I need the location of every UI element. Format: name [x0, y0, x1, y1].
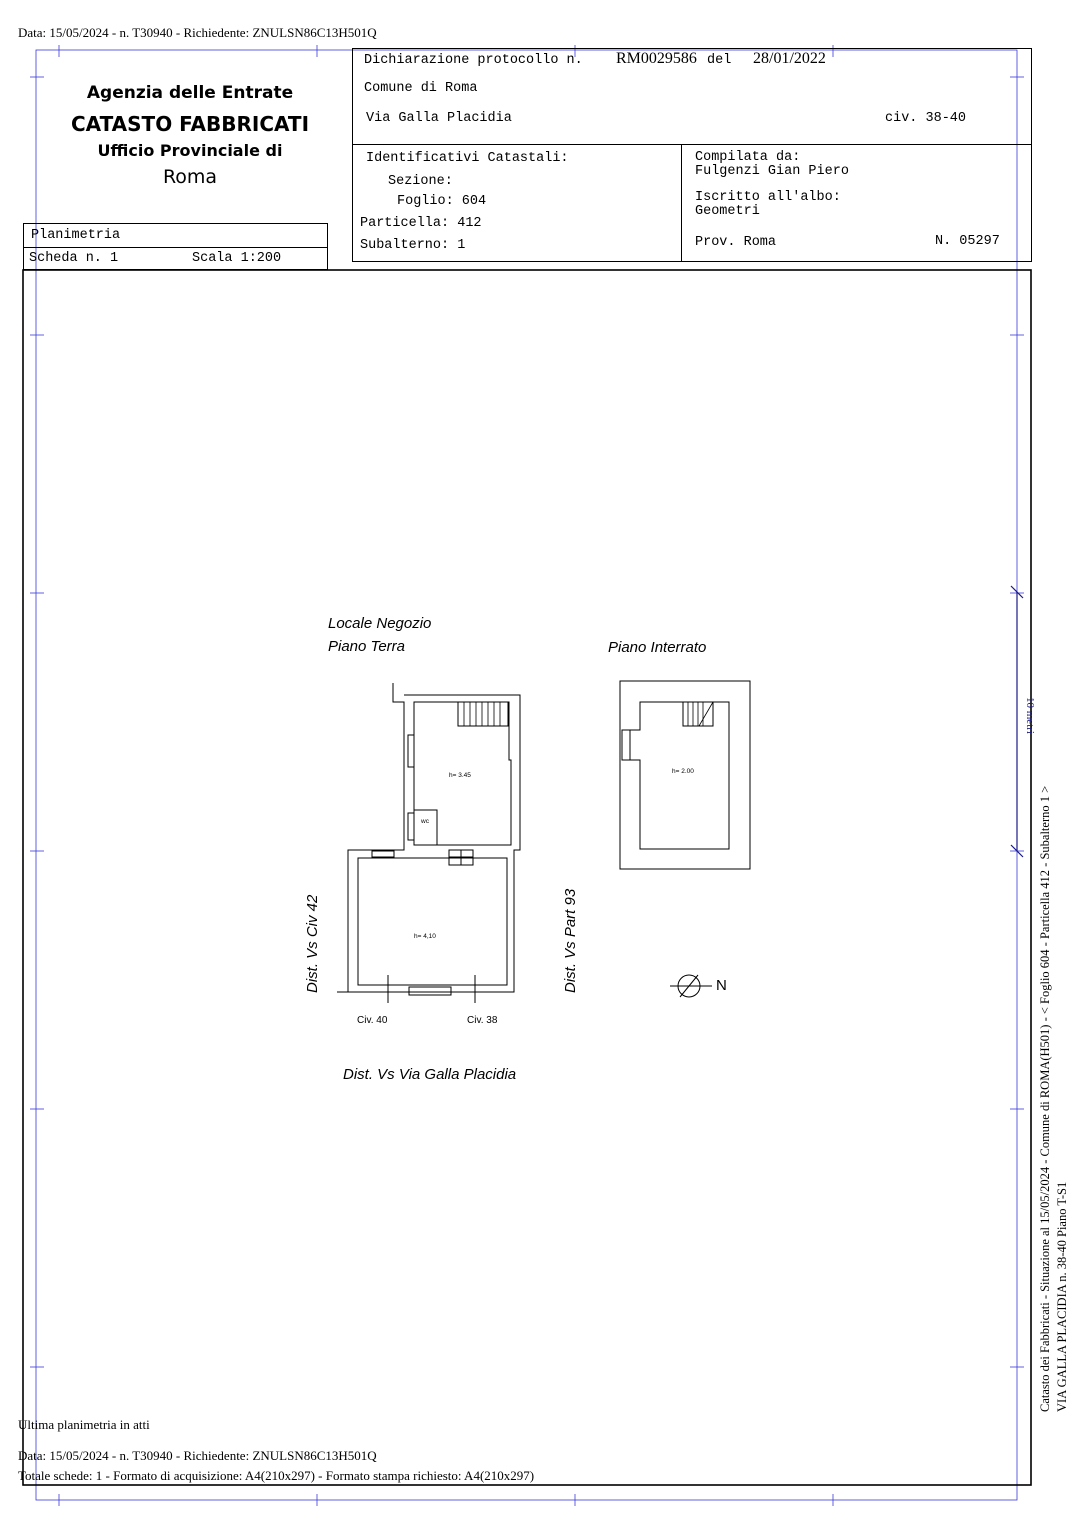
- sezione-label: Sezione:: [388, 174, 453, 189]
- albo-number: N. 05297: [935, 234, 1000, 249]
- comune-label: Comune di Roma: [364, 81, 478, 96]
- scala-label: Scala 1:200: [192, 251, 282, 266]
- north-label: N: [716, 977, 727, 994]
- height-lower: h= 4,10: [414, 933, 436, 940]
- compilata-name: Fulgenzi Gian Piero: [695, 164, 849, 179]
- declaration-del: del: [707, 53, 732, 68]
- office-city: Roma: [162, 166, 218, 188]
- identificativi-title: Identificativi Catastali:: [366, 151, 569, 166]
- civ38-label: Civ. 38: [467, 1015, 498, 1026]
- prov-label: Prov. Roma: [695, 235, 777, 250]
- catasto-title: CATASTO FABBRICATI: [70, 112, 310, 136]
- declaration-prefix: Dichiarazione protocollo n.: [364, 53, 583, 68]
- ground-title-2: Piano Terra: [328, 638, 405, 655]
- agency-name: Agenzia delle Entrate: [86, 83, 294, 103]
- ground-title-1: Locale Negozio: [328, 615, 432, 632]
- iscritto-label: Iscritto all'albo:: [695, 190, 841, 205]
- compilata-label: Compilata da:: [695, 150, 801, 165]
- dist-civ42: Dist. Vs Civ 42: [304, 894, 321, 993]
- subalterno-label: Subalterno: 1: [360, 238, 466, 253]
- civ-label: civ. 38-40: [885, 111, 967, 126]
- civ40-label: Civ. 40: [357, 1015, 388, 1026]
- header-line: Data: 15/05/2024 - n. T30940 - Richiedente: ZNULSN86C13H501Q: [18, 25, 377, 40]
- wc-label: wc: [421, 818, 429, 825]
- planimetria-label: Planimetria: [31, 228, 121, 243]
- footer-data: Data: 15/05/2024 - n. T30940 - Richiedente: ZNULSN86C13H501Q: [18, 1448, 377, 1463]
- via-label: Via Galla Placidia: [366, 111, 512, 126]
- particella-label: Particella: 412: [360, 216, 482, 231]
- height-basement: h= 2.00: [672, 768, 694, 775]
- albo-value: Geometri: [695, 204, 760, 219]
- office-label: Ufficio Provinciale di: [97, 141, 283, 160]
- footer-totale: Totale schede: 1 - Formato di acquisizione: A4(210x297) - Formato stampa richiesto: A4(210x297): [18, 1468, 535, 1483]
- declaration-date: 28/01/2022: [753, 50, 826, 67]
- basement-title: Piano Interrato: [608, 639, 707, 656]
- foglio-label: Foglio: 604: [397, 194, 487, 209]
- height-upper: h= 3.45: [449, 772, 471, 779]
- scheda-label: Scheda n. 1: [29, 251, 119, 266]
- scale-bar-label: 10 metri: [1024, 697, 1036, 734]
- dist-via: Dist. Vs Via Galla Placidia: [343, 1066, 517, 1083]
- side-text-line1: Catasto dei Fabbricati - Situazione al 15/05/2024 - Comune di ROMA(H501) - < Foglio 604 - Particella 412 - Subalterno 1 >: [1038, 785, 1052, 1412]
- dist-part93: Dist. Vs Part 93: [562, 888, 579, 993]
- side-text-line2: VIA GALLA PLACIDIA n. 38-40 Piano T-S1: [1055, 1181, 1069, 1412]
- declaration-number: RM0029586: [616, 50, 697, 67]
- footer-ultima: Ultima planimetria in atti: [18, 1417, 150, 1432]
